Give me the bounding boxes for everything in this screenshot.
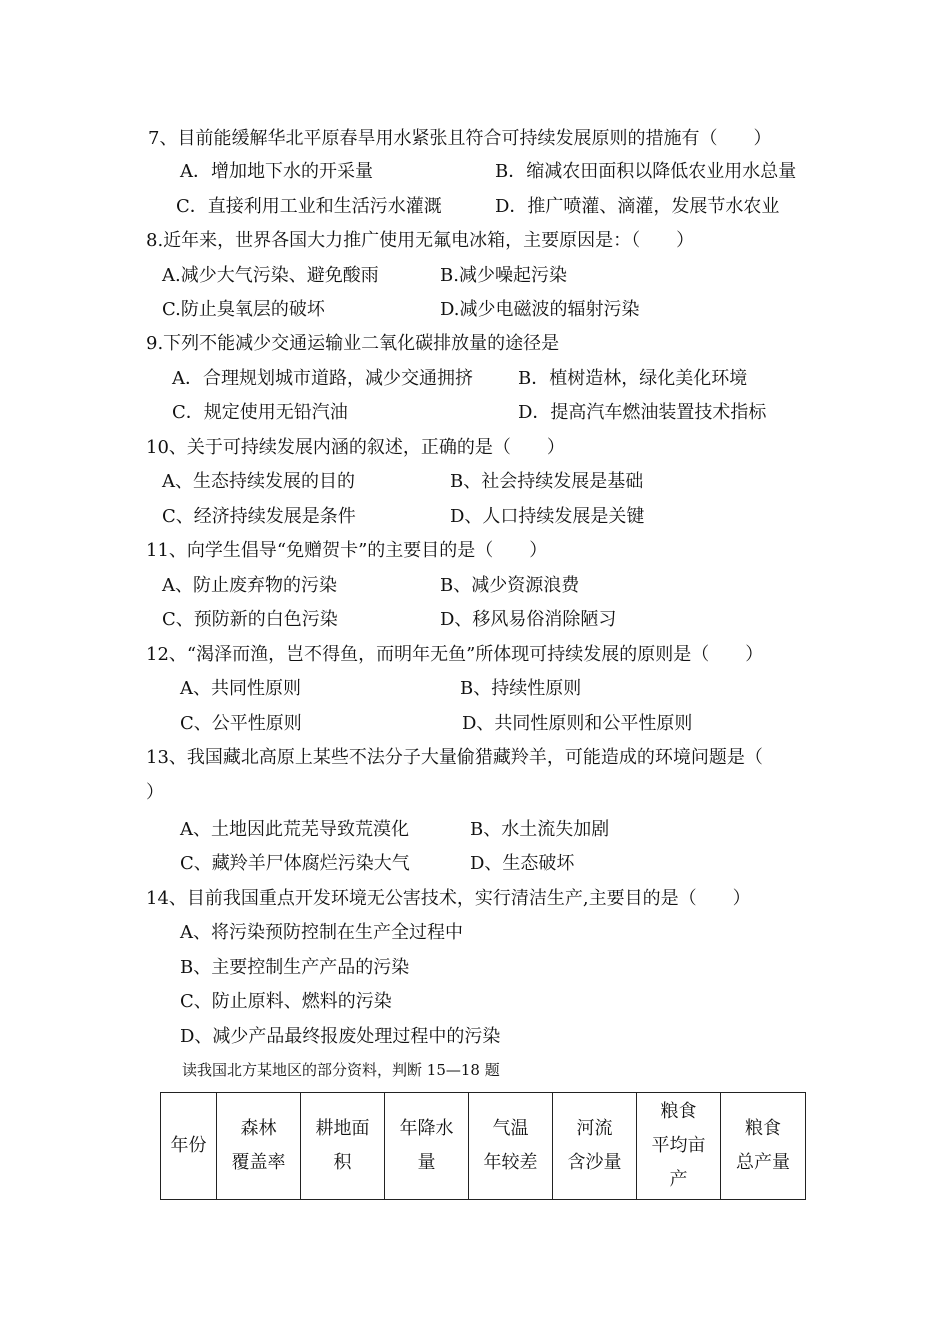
table-header-annual-precipitation: 年降水 量 <box>385 1093 469 1200</box>
question-8-option-d: D.减少电磁波的辐射污染 <box>440 299 640 320</box>
question-9-option-c: C．规定使用无铅汽油 <box>172 402 348 423</box>
table-header-total-grain-output: 粮食 总产量 <box>721 1093 806 1200</box>
question-12-option-a: A、共同性原则 <box>180 678 301 699</box>
table-header-temperature-range: 气温 年较差 <box>469 1093 553 1200</box>
question-12-option-d: D、共同性原则和公平性原则 <box>462 713 693 734</box>
question-14-option-a: A、将污染预防控制在生产全过程中 <box>180 922 463 943</box>
question-9-stem: 9.下列不能减少交通运输业二氧化碳排放量的途径是 <box>146 333 560 354</box>
table-header-grain-yield-per-mu: 粮食 平均亩 产 <box>637 1093 721 1200</box>
question-10-option-d: D、人口持续发展是关键 <box>450 506 645 527</box>
question-11-option-a: A、防止废弃物的污染 <box>162 575 337 596</box>
question-14-option-b: B、主要控制生产产品的污染 <box>180 957 410 978</box>
table-header-row <box>161 1093 806 1200</box>
question-11-option-d: D、移风易俗消除陋习 <box>440 609 617 630</box>
question-14-option-d: D、减少产品最终报废处理过程中的污染 <box>180 1026 501 1047</box>
question-13-option-b: B、水土流失加剧 <box>470 819 610 840</box>
question-13-stem: 13、我国藏北高原上某些不法分子大量偷猎藏羚羊，可能造成的环境问题是（ <box>146 747 763 768</box>
question-8-option-c: C.防止臭氧层的破坏 <box>162 299 325 320</box>
question-13-option-d: D、生态破坏 <box>470 853 575 874</box>
question-11-option-c: C、预防新的白色污染 <box>162 609 338 630</box>
question-7-option-d: D．推广喷灌、滴灌，发展节水农业 <box>495 196 780 217</box>
table-header-arable-land: 耕地面 积 <box>301 1093 385 1200</box>
question-13-option-a: A、土地因此荒芜导致荒漠化 <box>180 819 409 840</box>
table-header-forest-coverage: 森林 覆盖率 <box>217 1093 301 1200</box>
question-8-option-b: B.减少噪起污染 <box>440 265 567 286</box>
question-8-stem: 8.近年来，世界各国大力推广使用无氟电冰箱，主要原因是：（ ） <box>146 230 695 251</box>
question-10-option-c: C、经济持续发展是条件 <box>162 506 356 527</box>
question-10-option-b: B、社会持续发展是基础 <box>450 471 644 492</box>
question-8-option-a: A.减少大气污染、避免酸雨 <box>162 265 379 286</box>
question-14-option-c: C、防止原料、燃料的污染 <box>180 991 392 1012</box>
question-11-stem: 11、向学生倡导“免赠贺卡”的主要目的是（ ） <box>146 540 548 561</box>
table-header-river-sediment: 河流 含沙量 <box>553 1093 637 1200</box>
question-9-option-b: B．植树造林，绿化美化环境 <box>518 368 748 389</box>
question-9-option-d: D．提高汽车燃油装置技术指标 <box>518 402 767 423</box>
question-7-stem: 7、目前能缓解华北平原春旱用水紧张且符合可持续发展原则的措施有（ ） <box>148 128 772 149</box>
question-9-option-a: A．合理规划城市道路，减少交通拥挤 <box>172 368 473 389</box>
question-7-option-c: C．直接利用工业和生活污水灌溉 <box>176 196 442 217</box>
question-10-option-a: A、生态持续发展的目的 <box>162 471 355 492</box>
question-14-stem: 14、目前我国重点开发环境无公害技术，实行清洁生产,主要目的是（ ） <box>146 888 751 909</box>
question-12-option-c: C、公平性原则 <box>180 713 302 734</box>
question-11-option-b: B、减少资源浪费 <box>440 575 580 596</box>
question-10-stem: 10、关于可持续发展内涵的叙述，正确的是（ ） <box>146 437 565 458</box>
question-7-option-a: A．增加地下水的开采量 <box>180 161 373 182</box>
question-12-option-b: B、持续性原则 <box>460 678 582 699</box>
question-12-stem: 12、“渴泽而渔，岂不得鱼，而明年无鱼”所体现可持续发展的原则是（ ） <box>146 644 764 665</box>
question-7-option-b: B．缩减农田面积以降低农业用水总量 <box>495 161 797 182</box>
question-13-stem-continued: ） <box>146 782 164 803</box>
table-header-year: 年份 <box>161 1093 217 1200</box>
data-table <box>160 1092 806 1200</box>
table-intro: 读我国北方某地区的部分资料，判断 15—18 题 <box>182 1061 500 1079</box>
question-13-option-c: C、藏羚羊尸体腐烂污染大气 <box>180 853 410 874</box>
